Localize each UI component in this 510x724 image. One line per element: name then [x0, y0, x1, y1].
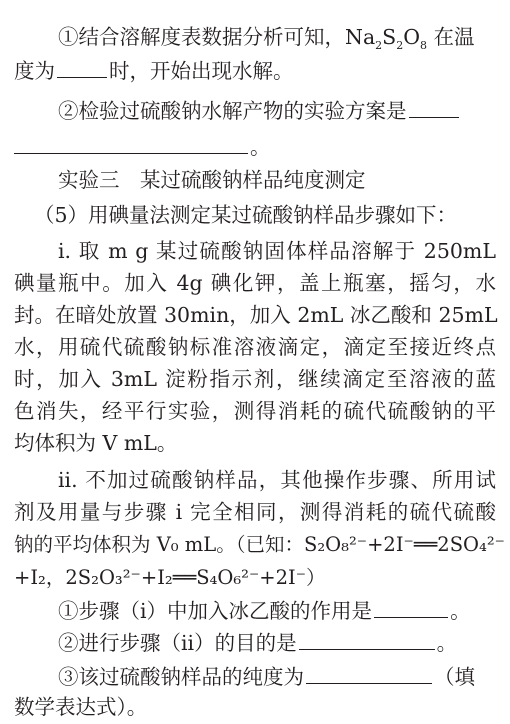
- q4-item2-line2: [14, 132, 496, 162]
- q4-item1-line1: [58, 22, 496, 52]
- experiment-three-title: 实验三 某过硫酸钠样品纯度测定: [58, 168, 366, 192]
- q4-item1-line2: [14, 56, 496, 86]
- step1-line: 封。在暗处放置 30min，加入 2mL 冰乙酸和 25mL: [14, 303, 498, 327]
- step1-line: 均体积为 V mL。: [14, 431, 178, 455]
- temperature-answer-blank[interactable]: [57, 57, 107, 78]
- scheme-answer-blank-2[interactable]: [14, 133, 248, 154]
- sub-question-2-end: 。: [436, 631, 458, 655]
- sodium-persulfate-formula: $Na_2S_2O_8$: [345, 25, 428, 53]
- step1-line: 水，用硫代硫酸钠标准溶液滴定，滴定至接近终点: [14, 335, 496, 359]
- scheme-answer-blank-1[interactable]: [409, 97, 459, 118]
- q4-item2-text: ②检验过硫酸钠水解产物的实验方案是: [58, 99, 407, 123]
- step1-line: 碘量瓶中。加入 4g 碘化钾，盖上瓶塞，摇匀，水: [14, 271, 496, 295]
- purity-answer-blank[interactable]: [306, 663, 432, 684]
- q5-intro: （5）用碘量法测定某过硫酸钠样品步骤如下：: [34, 203, 458, 227]
- step2-line: 钠的平均体积为 V₀ mL。（已知：S₂O₈²⁻+2I⁻══2SO₄²⁻: [14, 533, 505, 556]
- step2-line: ii. 不加过硫酸钠样品，其他操作步骤、所用试: [58, 468, 496, 492]
- step2-line: 剂及用量与步骤 i 完全相同，测得消耗的硫代硫酸: [14, 500, 496, 524]
- step1-line: 时，加入 3mL 淀粉指示剂，继续滴定至溶液的蓝: [14, 367, 496, 391]
- sub-question-1-text: ①步骤（i）中加入冰乙酸的作用是: [58, 599, 373, 623]
- sub-question-2: [58, 628, 496, 658]
- acetic-acid-role-blank[interactable]: [374, 597, 448, 618]
- sub-question-1-end: 。: [450, 599, 471, 623]
- q4-item1-text-end: 在温: [427, 25, 475, 49]
- sub-question-3: [58, 662, 496, 692]
- sub-question-3-text-2: （填: [434, 665, 475, 689]
- sub-question-1: [58, 596, 496, 626]
- sub-question-2-text: ②进行步骤（ii）的目的是: [58, 631, 297, 655]
- step2-line: +I₂，2S₂O₃²⁻+I₂══S₄O₆²⁻+2I⁻）: [14, 566, 326, 589]
- q4-item2-end: 。: [250, 135, 271, 159]
- step1-line: i. 取 m g 某过硫酸钠固体样品溶解于 250mL: [58, 239, 496, 263]
- q4-item1-text: ①结合溶解度表数据分析可知，: [58, 25, 345, 49]
- step1-line: 色消失，经平行实验，测得消耗的硫代硫酸钠的平: [14, 399, 496, 423]
- sub-question-3-line2: 数学表达式）。: [14, 695, 148, 719]
- step2-purpose-blank[interactable]: [299, 629, 435, 650]
- q4-item2-line1: [58, 96, 496, 126]
- q4-item1-text-2: 度为: [14, 59, 55, 83]
- sub-question-3-text: ③该过硫酸钠样品的纯度为: [58, 665, 304, 689]
- q4-item1-text-3: 时，开始出现水解。: [109, 59, 294, 83]
